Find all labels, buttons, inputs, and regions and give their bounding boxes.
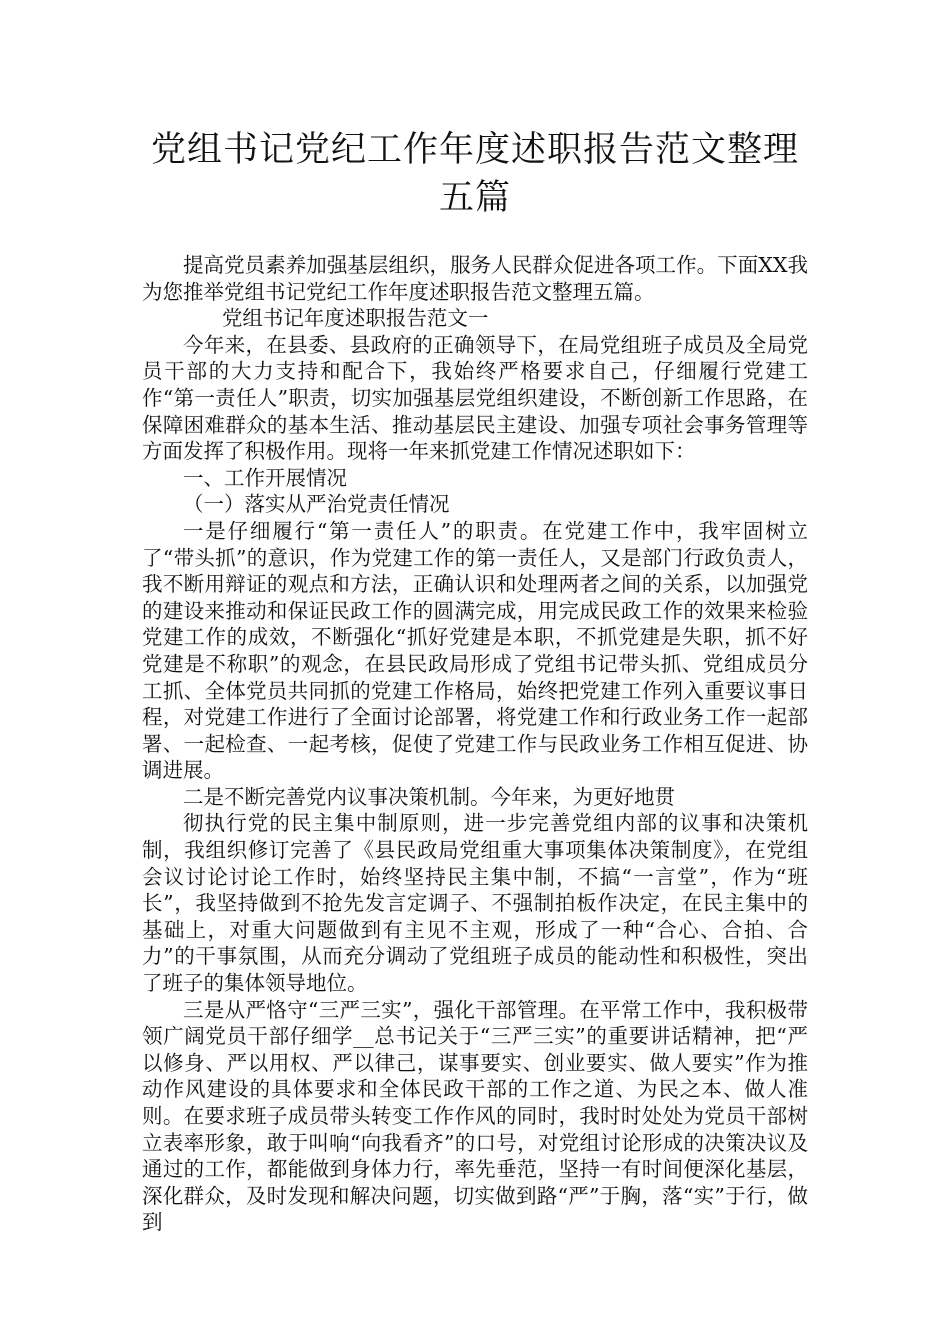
- paragraph-2: 一是仔细履行“第一责任人”的职责。在党建工作中，我牢固树立了“带头抓”的意识，作为党建工作的第一责任人，又是部门行政负责人，我不断用辩证的观点和方法，正确认识和处理两者之间的关系，以加强党的建设来推动和保证民政工作的圆满完成，用完成民政工作的效果来检验党建工作的成效，不断强化“抓好党建是本职，不抓党建是失职，抓不好党建是不称职”的观念，在县民政局形成了党组书记带头抓、党组成员分工抓、全体党员共同抓的党建工作格局，始终把党建工作列入重要议事日程，对党建工作进行了全面讨论部署，将党建工作和行政业务工作一起部署、一起检查、一起考核，促使了党建工作与民政业务工作相互促进、协调进展。: [142, 518, 808, 783]
- heading-work-situation: 一、工作开展情况: [183, 465, 347, 490]
- document-text: [142, 252, 808, 1236]
- paragraph-5: 三是从严恪守“三严三实”，强化干部管理。在平常工作中，我积极带领广阔党员干部仔细学__总书记关于“三严三实”的重要讲话精神，把“严以修身、严以用权、严以律己，谋事要实、创业要实、做人要实”作为推动作风建设的具体要求和全体民政干部的工作之道、为民之本、做人准则。在要求班子成员带头转变工作作风的同时，我时时处处为党员干部树立表率形象，敢于叫响“向我看齐”的口号，对党组讨论形成的决策决议及通过的工作，都能做到身体力行，率先垂范，坚持一有时间便深化基层，深化群众，及时发现和解决问题，切实做到路“严”于胸，落“实”于行，做到: [142, 997, 808, 1235]
- intro-paragraph: 提高党员素养加强基层组织，服务人民群众促进各项工作。下面XX我为您推举党组书记党纪工作年度述职报告范文整理五篇。: [142, 253, 808, 304]
- document-body: [142, 126, 808, 1236]
- heading-party-responsibility: （一）落实从严治党责任情况: [183, 492, 450, 517]
- title-line-1: 党组书记党纪工作年度述职报告范文整理: [150, 130, 799, 170]
- paragraph-4: 彻执行党的民主集中制原则，进一步完善党组内部的议事和决策机制，我组织修订完善了《县民政局党组重大事项集体决策制度》，在党组会议讨论讨论工作时，始终坚持民主集中制，不搞“一言堂”，作为“班长”，我坚持做到不抢先发言定调子、不强制拍板作决定，在民主集中的基础上，对重大问题做到有主见不主观，形成了一种“合心、合拍、合力”的干事氛围，从而充分调动了党组班子成员的能动性和积极性，突出了班子的集体领导地位。: [142, 811, 808, 996]
- document-title: [142, 126, 808, 222]
- title-line-2: 五篇: [438, 178, 511, 218]
- section-title: 党组书记年度述职报告范文一: [221, 306, 489, 331]
- paragraph-3: 二是不断完善党内议事决策机制。今年来，为更好地贯: [183, 784, 675, 809]
- paragraph-1: 今年来，在县委、县政府的正确领导下，在局党组班子成员及全局党员干部的大力支持和配合下，我始终严格要求自己，仔细履行党建工作“第一责任人”职责，切实加强基层党组织建设，不断创新工作思路，在保障困难群众的基本生活、推动基层民主建设、加强专项社会事务管理等方面发挥了积极作用。现将一年来抓党建工作情况述职如下：: [142, 332, 808, 464]
